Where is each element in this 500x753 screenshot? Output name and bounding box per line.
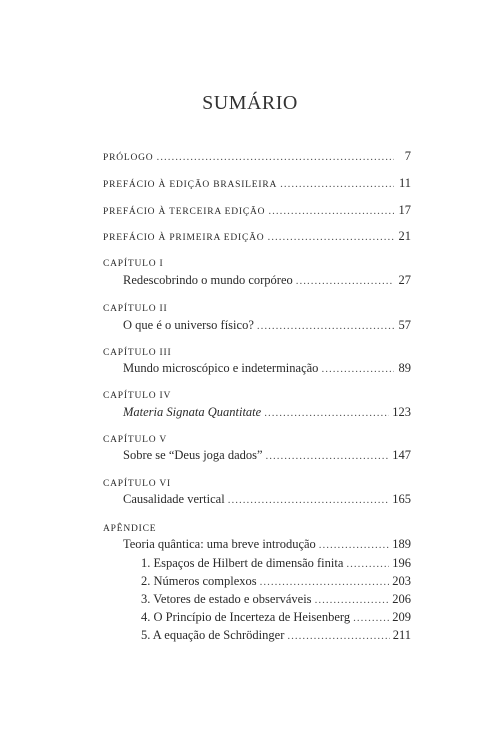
toc-entry-page: 147 xyxy=(392,448,411,462)
toc-entry-label: Causalidade vertical xyxy=(123,492,225,506)
toc-entry-appendix-1[interactable] xyxy=(103,556,411,572)
dot-leader xyxy=(264,407,389,419)
toc-entry-label: Sobre se “Deus joga dados” xyxy=(123,448,263,462)
dot-leader xyxy=(315,594,390,606)
toc-entry-page: 209 xyxy=(392,610,411,624)
toc-entry-page: 7 xyxy=(404,149,411,163)
toc-entry-label: Mundo microscópico e indeterminação xyxy=(123,361,319,375)
toc-entry-chapter-5[interactable] xyxy=(103,448,411,464)
toc-entry-label: 4. O Princípio de Incerteza de Heisenberg xyxy=(141,610,351,624)
toc-entry-page: 211 xyxy=(392,628,411,642)
toc-entry-prefacio-primeira-edicao[interactable] xyxy=(103,229,411,245)
toc-entry-label: PREFÁCIO À EDIÇÃO BRASILEIRA xyxy=(103,180,278,190)
toc-entry-label: 2. Números complexos xyxy=(141,574,257,588)
chapter-heading: CAPÍTULO I xyxy=(103,259,164,269)
dot-leader xyxy=(267,231,394,243)
toc-entry-page: 11 xyxy=(398,176,411,190)
toc-entry-chapter-1[interactable] xyxy=(103,273,411,289)
page-title: SUMÁRIO xyxy=(202,92,298,114)
chapter-heading: CAPÍTULO II xyxy=(103,304,168,314)
dot-leader xyxy=(228,494,390,506)
toc-entry-label: PRÓLOGO xyxy=(103,153,154,163)
toc-entry-chapter-3[interactable] xyxy=(103,361,411,377)
toc-entry-label: Materia Signata Quantitate xyxy=(123,405,262,419)
dot-leader xyxy=(287,630,389,642)
toc-entry-page: 27 xyxy=(398,273,411,287)
dot-leader xyxy=(257,320,394,332)
toc-entry-label: 1. Espaços de Hilbert de dimensão finita xyxy=(141,556,344,570)
chapter-heading: CAPÍTULO III xyxy=(103,348,172,358)
dot-leader xyxy=(319,539,389,551)
toc-entry-chapter-4[interactable] xyxy=(103,405,411,421)
dot-leader xyxy=(156,151,394,163)
toc-entry-label: O que é o universo físico? xyxy=(123,318,254,332)
toc-entry-chapter-2[interactable] xyxy=(103,318,411,334)
toc-entry-prefacio-terceira-edicao[interactable] xyxy=(103,203,411,219)
toc-entry-appendix-5[interactable] xyxy=(103,628,411,644)
toc-entry-label: PREFÁCIO À PRIMEIRA EDIÇÃO xyxy=(103,233,265,243)
dot-leader xyxy=(296,275,394,287)
toc-entry-appendix[interactable] xyxy=(103,537,411,553)
appendix-heading: APÊNDICE xyxy=(103,524,157,534)
toc-entry-page: 123 xyxy=(392,405,411,419)
toc-entry-label: Teoria quântica: uma breve introdução xyxy=(123,537,316,551)
dot-leader xyxy=(260,576,390,588)
dot-leader xyxy=(268,205,394,217)
toc-entry-label: Redescobrindo o mundo corpóreo xyxy=(123,273,293,287)
toc-entry-page: 57 xyxy=(398,318,411,332)
toc-entry-chapter-6[interactable] xyxy=(103,492,411,508)
toc-entry-label: 3. Vetores de estado e observáveis xyxy=(141,592,312,606)
toc-entry-page: 17 xyxy=(398,203,411,217)
toc-entry-appendix-2[interactable] xyxy=(103,574,411,590)
toc-entry-page: 189 xyxy=(392,537,411,551)
toc-entry-appendix-3[interactable] xyxy=(103,592,411,608)
dot-leader xyxy=(353,612,389,624)
toc-entry-prologo[interactable] xyxy=(103,149,411,165)
toc-entry-label: 5. A equação de Schrödinger xyxy=(141,628,285,642)
toc-entry-prefacio-edicao-brasileira[interactable] xyxy=(103,176,411,192)
toc-entry-page: 203 xyxy=(392,574,411,588)
dot-leader xyxy=(321,363,394,375)
toc-entry-page: 89 xyxy=(398,361,411,375)
toc-entry-page: 206 xyxy=(392,592,411,606)
toc-entry-page: 165 xyxy=(392,492,411,506)
dot-leader xyxy=(266,450,390,462)
dot-leader xyxy=(280,178,394,190)
toc-entry-label: PREFÁCIO À TERCEIRA EDIÇÃO xyxy=(103,207,266,217)
chapter-heading: CAPÍTULO VI xyxy=(103,479,171,489)
toc-entry-appendix-4[interactable] xyxy=(103,610,411,626)
chapter-heading: CAPÍTULO V xyxy=(103,435,168,445)
chapter-heading: CAPÍTULO IV xyxy=(103,391,172,401)
toc-entry-page: 196 xyxy=(392,556,411,570)
dot-leader xyxy=(346,558,389,570)
toc-entry-page: 21 xyxy=(398,229,411,243)
